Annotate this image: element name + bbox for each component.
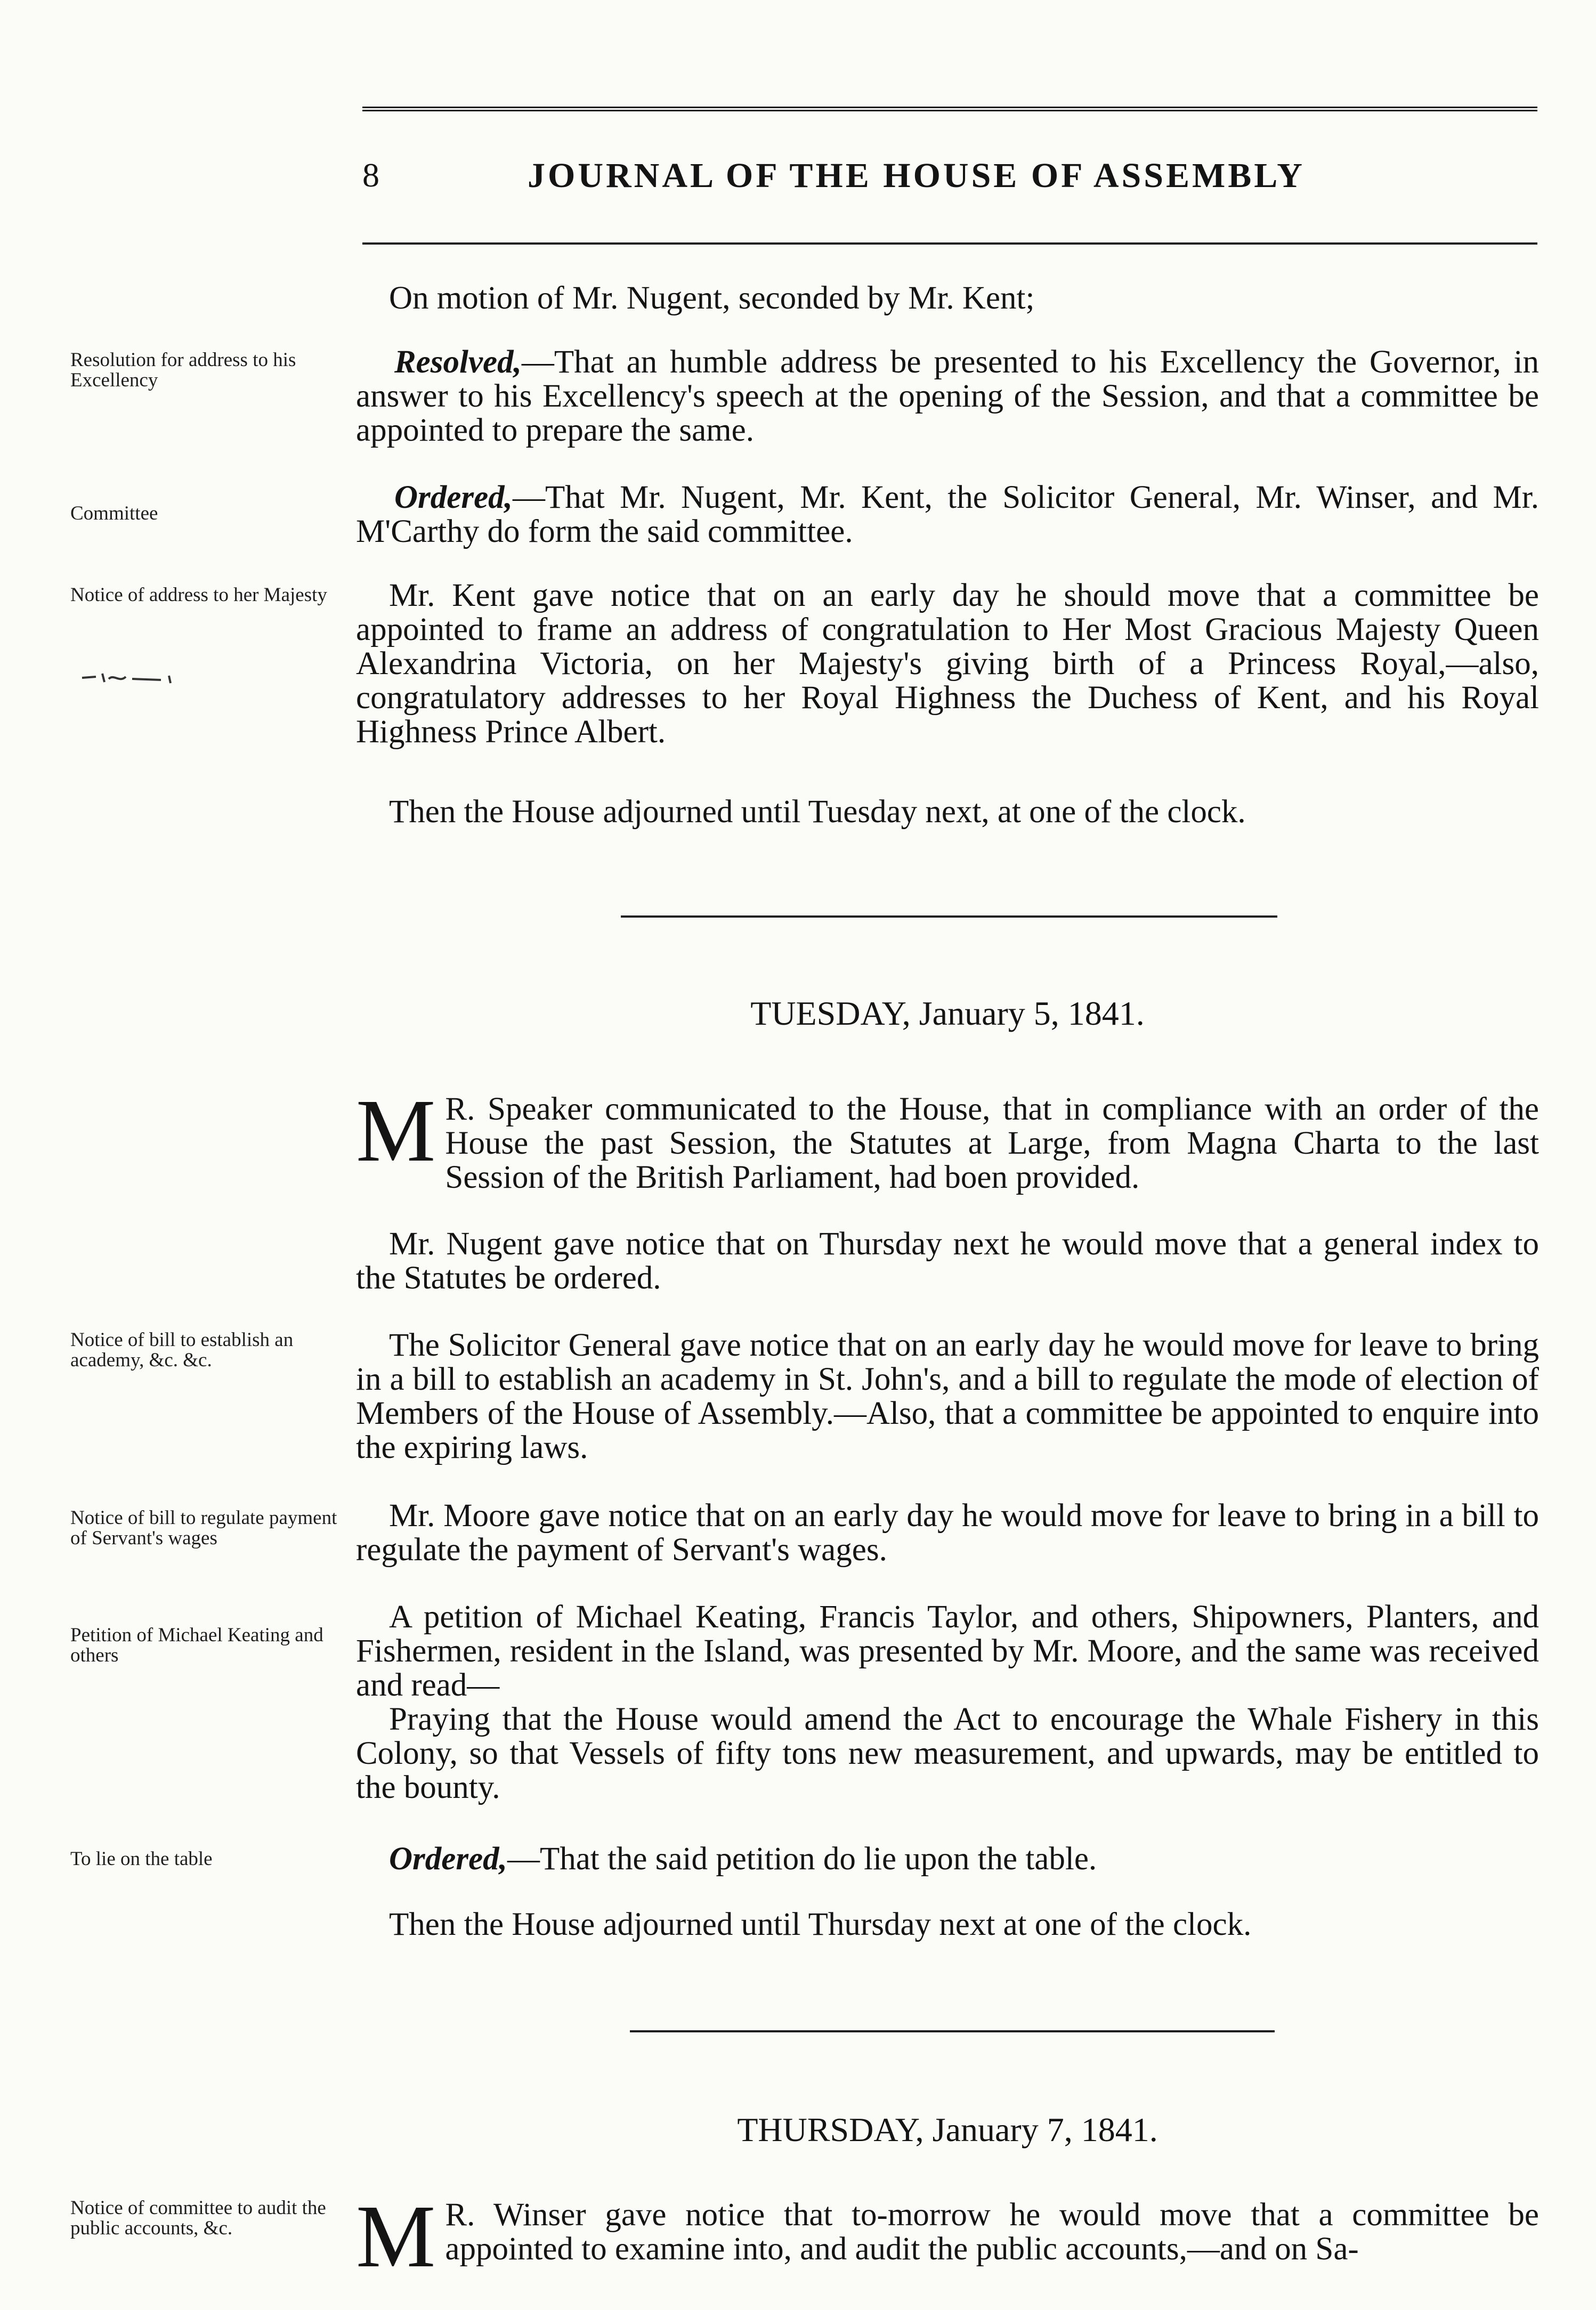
date-rest: January 5, 1841. [919, 994, 1145, 1032]
date-day: TUESDAY, [750, 994, 911, 1032]
section-divider-2 [630, 2030, 1275, 2032]
date-rest-thursday: January 7, 1841. [932, 2111, 1158, 2149]
resolved-label: Resolved, [394, 344, 522, 380]
ordered-table-label: Ordered, [389, 1841, 507, 1877]
margin-note-notice-majesty: Notice of address to her Majesty [70, 584, 327, 606]
margin-note-academy: Notice of bill to establish an academy, &c. &c. [70, 1329, 294, 1371]
section-divider-1 [621, 915, 1277, 918]
moore-notice-paragraph: Mr. Moore gave notice that on an early day he would move for leave to bring in a bill to regulate the payment of Servant's wages. [356, 1498, 1539, 1568]
ink-smudge-mark [81, 670, 182, 684]
margin-note-resolution: Resolution for address to his Excellency [70, 349, 296, 391]
praying-paragraph: Praying that the House would amend the Act to encourage the Whale Fishery in this Colony, so that Vessels of fifty tons new measurement, and upwards, may be entitled to the bounty. [356, 1701, 1539, 1805]
speaker-paragraph: M R. Speaker communicated to the House, that in compliance with an order of the House the past Session, the Statutes at Large, from Magna Charta to the last Session of the British Parliament, had boen provided. [356, 1081, 1539, 1195]
running-title: JOURNAL OF THE HOUSE OF ASSEMBLY [528, 156, 1305, 195]
margin-note-petition: Petition of Michael Keating and others [70, 1624, 323, 1666]
margin-note-audit: Notice of committee to audit the public accounts, &c. [70, 2197, 326, 2239]
margin-note-table: To lie on the table [70, 1848, 213, 1870]
adjourn-paragraph-2: Then the House adjourned until Thursday next at one of the clock. [389, 1907, 1252, 1942]
drop-cap-thursday: M [356, 2187, 436, 2286]
adjourn-paragraph-1: Then the House adjourned until Tuesday next, at one of the clock. [389, 794, 1246, 830]
margin-note-servants: Notice of bill to regulate payment of Servant's wages [70, 1507, 337, 1549]
date-heading-tuesday [356, 994, 1539, 1033]
header-top-rule [362, 107, 1537, 111]
ordered-table-paragraph: Ordered,—That the said petition do lie upon the table. [389, 1841, 1097, 1877]
solicitor-notice-paragraph: The Solicitor General gave notice that on an early day he would move for leave to bring in a bill to establish an academy in St. John's, and a bill to regulate the mode of election of Members of the House of Assembly.—Also, that a committee be appointed to enquire into the expiring laws. [356, 1327, 1539, 1465]
kent-notice-paragraph: Mr. Kent gave notice that on an early day he should move that a committee be appointed to frame an address of congratulation to Her Most Gracious Majesty Queen Alexandrina Victoria, on her Majesty's giving birth of a Princess Royal,—also, congratulatory addresses to her Royal Highness the Duchess of Kent, and his Royal Highness Prince Albert. [356, 578, 1539, 750]
header-rule [362, 242, 1537, 245]
resolved-paragraph: Resolved,—That an humble address be presented to his Excellency the Governor, in answer to his Excellency's speech at the opening of the Session, and that a committee be appointed to prepare the same. [356, 344, 1539, 448]
winser-paragraph: M R. Winser gave notice that to-morrow he would move that a committee be appointed to examine into, and audit the public accounts,—and on Sa- [356, 2187, 1539, 2286]
date-heading-thursday [356, 2110, 1539, 2150]
nugent-notice-paragraph: Mr. Nugent gave notice that on Thursday next he would move that a general index to the Statutes be ordered. [356, 1226, 1539, 1296]
ordered-label: Ordered, [394, 480, 513, 515]
ordered-committee-paragraph: Ordered,—That Mr. Nugent, Mr. Kent, the Solicitor General, Mr. Winser, and Mr. M'Carthy do form the said committee. [356, 480, 1539, 549]
page-number: 8 [362, 156, 379, 194]
margin-note-committee: Committee [70, 502, 158, 524]
drop-cap: M [356, 1081, 436, 1180]
petition-paragraph: A petition of Michael Keating, Francis Taylor, and others, Shipowners, Planters, and Fishermen, resident in the Island, was presented by Mr. Moore, and the same was received and read— [356, 1599, 1539, 1703]
date-day-thursday: THURSDAY, [737, 2111, 924, 2149]
motion-line: On motion of Mr. Nugent, seconded by Mr. Kent; [389, 280, 1035, 316]
